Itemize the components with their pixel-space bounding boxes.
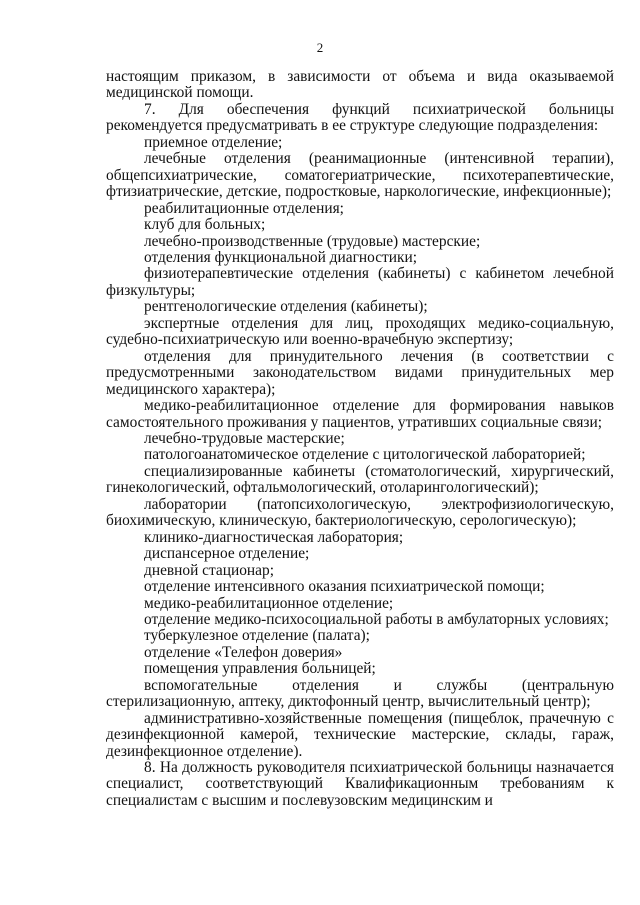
list-item: отделение «Телефон доверия» bbox=[144, 643, 343, 661]
list-item: физиотерапевтические отделения (кабинеты) с кабинетом лечебной физкультуры; bbox=[106, 265, 614, 299]
list-item: административно-хозяйственные помещения (пищеблок, прачечную с дезинфекционной камерой, технические мастерские, склады, гараж, дезинфекционное отделение). bbox=[106, 709, 614, 760]
list-item: приемное отделение; bbox=[144, 133, 283, 151]
list-item: лечебные отделения (реанимационные (интенсивной терапии), общепсихиатрические, соматогериатрические, психотерапевтические, фтизиатрические, детские, подростковые, наркологические, инфекционные); bbox=[106, 150, 614, 201]
document-body bbox=[106, 69, 614, 809]
list-item: экспертные отделения для лиц, проходящих медико-социальную, судебно-психиатрическую или военно-врачебную экспертизу; bbox=[106, 314, 614, 349]
paragraph-item-7-intro: 7. Для обеспечения функций психиатрической больницы рекомендуется предусматривать в ее структуре следующие подразделения: bbox=[106, 100, 614, 135]
list-item: отделение медико-психосоциальной работы в амбулаторных условиях; bbox=[144, 610, 609, 628]
list-item: рентгенологические отделения (кабинеты); bbox=[144, 298, 428, 316]
list-item: патологоанатомическое отделение с цитологической лабораторией; bbox=[144, 446, 586, 464]
list-item: лечебно-трудовые мастерские; bbox=[144, 429, 345, 447]
list-item: специализированные кабинеты (стоматологический, хирургический, гинекологический, офтальмологический, отоларингологический); bbox=[106, 462, 614, 497]
list-item: диспансерное отделение; bbox=[144, 545, 310, 563]
list-item: отделение интенсивного оказания психиатрической помощи; bbox=[144, 578, 545, 596]
list-item: дневной стационар; bbox=[144, 561, 274, 579]
paragraph-continuation: настоящим приказом, в зависимости от объема и вида оказываемой медицинской помощи. bbox=[106, 68, 614, 102]
list-item: отделения для принудительного лечения (в соответствии с предусмотренными законодательством видами принудительных мер медицинского характера); bbox=[106, 347, 614, 398]
list-item: клинико-диагностическая лаборатория; bbox=[144, 528, 404, 546]
page-number: 2 bbox=[316, 40, 324, 55]
list-item: туберкулезное отделение (палата); bbox=[144, 627, 370, 645]
list-item: вспомогательные отделения и службы (центральную стерилизационную, аптеку, диктофонный центр, вычислительный центр); bbox=[106, 676, 614, 711]
list-item: отделения функциональной диагностики; bbox=[144, 248, 417, 266]
list-item: помещения управления больницей; bbox=[144, 660, 376, 678]
list-item: лечебно-производственные (трудовые) мастерские; bbox=[144, 232, 481, 250]
paragraph-item-8: 8. На должность руководителя психиатрической больницы назначается специалист, соответствующий Квалификационным требованиям к специалистам с высшим и послевузовским медицинским и bbox=[106, 759, 614, 809]
list-item: медико-реабилитационное отделение; bbox=[144, 594, 394, 612]
list-item: клуб для больных; bbox=[144, 216, 266, 234]
list-item: реабилитационные отделения; bbox=[144, 199, 344, 217]
list-item: медико-реабилитационное отделение для формирования навыков самостоятельного проживания у пациентов, утративших социальные связи; bbox=[106, 397, 614, 431]
list-item: лаборатории (патопсихологическую, электрофизиологическую, биохимическую, клиническую, бактериологическую, серологическую); bbox=[106, 495, 614, 530]
